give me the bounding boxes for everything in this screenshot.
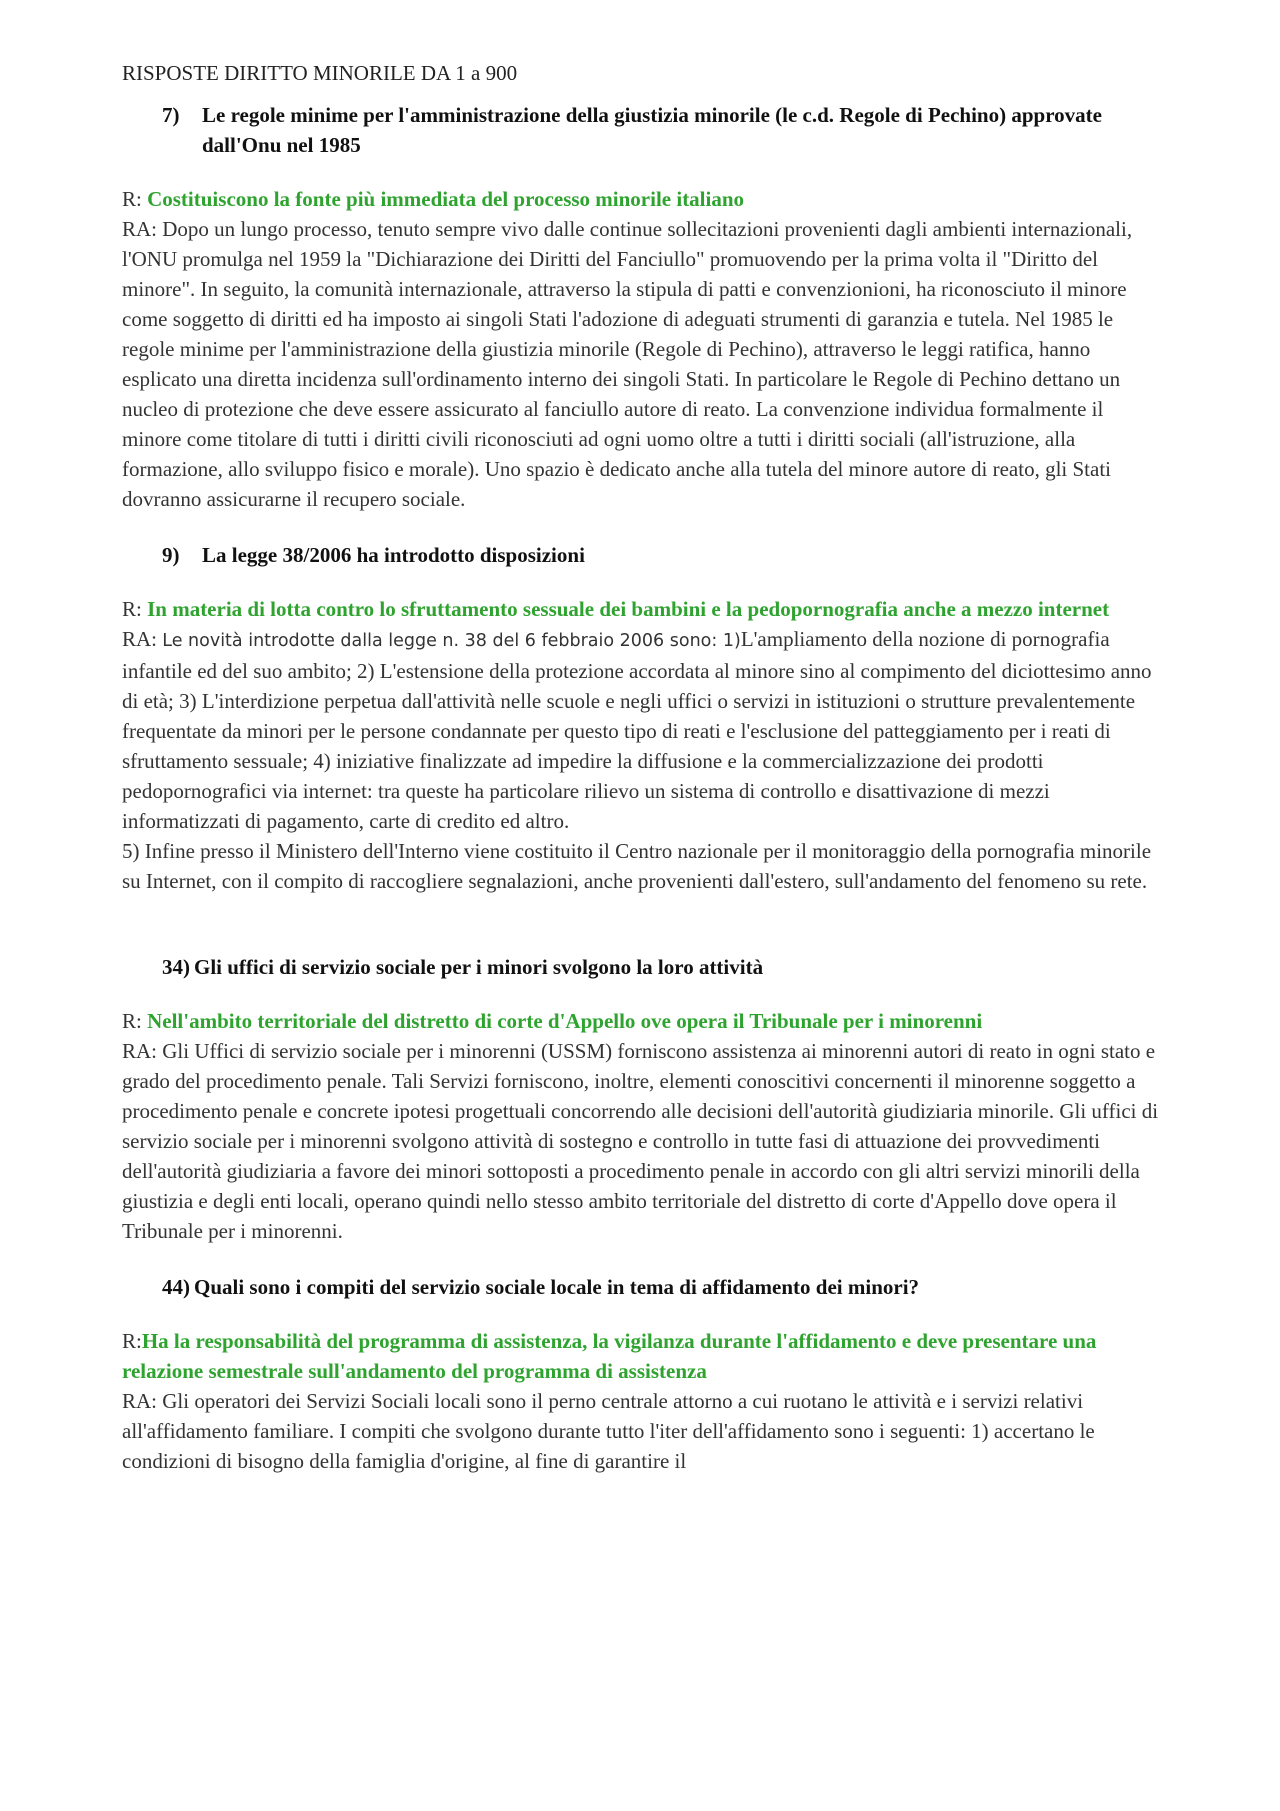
explanation-9 [122, 624, 1168, 836]
answer-text: Nell'ambito territoriale del distretto di corte d'Appello ove opera il Tribunale per i minorenni [147, 1009, 983, 1033]
explanation-prefix: RA: [122, 627, 163, 651]
qa-item-9 [122, 540, 1168, 896]
question-text: La legge 38/2006 ha introdotto disposizioni [202, 543, 585, 567]
answer-text: Ha la responsabilità del programma di assistenza, la vigilanza durante l'affidamento e deve presentare una relazione semestrale sull'andamento del programma di assistenza [122, 1329, 1097, 1383]
answer-prefix: R: [122, 187, 148, 211]
question-number: 9) [162, 543, 180, 567]
question-34 [122, 952, 1168, 982]
document-page [122, 58, 1168, 1476]
explanation-9-continued: 5) Infine presso il Ministero dell'Interno viene costituito il Centro nazionale per il monitoraggio della pornografia minorile su Internet, con il compito di raccogliere segnalazioni, anche provenienti dall'estero, sull'andamento del fenomeno su rete. [122, 839, 1152, 893]
explanation-44 [122, 1386, 1168, 1476]
question-text: Quali sono i compiti del servizio sociale locale in tema di affidamento dei minori? [194, 1275, 920, 1299]
answer-7 [122, 184, 1168, 214]
question-7 [122, 100, 1168, 160]
answer-text: In materia di lotta contro lo sfruttamento sessuale dei bambini e la pedopornografia anche a mezzo internet [147, 597, 1110, 621]
explanation-lead-text: Le novità introdotte dalla legge n. 38 del 6 febbraio 2006 sono: 1) [162, 631, 741, 651]
explanation-7 [122, 214, 1168, 514]
explanation-34 [122, 1036, 1168, 1246]
question-text: Le regole minime per l'amministrazione della giustizia minorile (le c.d. Regole di Pechino) approvate dall'Onu nel 1985 [202, 103, 1102, 157]
question-number: 44) [162, 1275, 190, 1299]
explanation-text: Gli operatori dei Servizi Sociali locali sono il perno centrale attorno a cui ruotano le attività e i servizi relativi all'affidamento familiare. I compiti che svolgono durante tutto l'iter dell'affidamento sono i seguenti: 1) accertano le condizioni di bisogno della famiglia d'origine, al fine di garantire il [122, 1389, 1095, 1473]
answer-9 [122, 594, 1168, 624]
answer-prefix: R: [122, 1009, 148, 1033]
explanation-text: L'ampliamento della nozione di pornografia infantile ed del suo ambito; 2) L'estensione della protezione accordata al minore sino al compimento del diciottesimo anno di età; 3) L'interdizione perpetua dall'attività nelle scuole e negli uffici o servizi in istituzioni o strutture prevalentemente frequentate da minori per le persone condannate per questo tipo di reati e l'esclusione del patteggiamento per i reati di sfruttamento sessuale; 4) iniziative finalizzate ad impedire la diffusione e la commercializzazione dei prodotti pedopornografici via internet: tra queste ha particolare rilievo un sistema di controllo e disattivazione di mezzi informatizzati di pagamento, carte di credito ed altro. [122, 627, 1152, 833]
explanation-prefix: RA: [122, 1389, 163, 1413]
answer-44 [122, 1326, 1168, 1386]
question-9 [122, 540, 1168, 570]
qa-item-7 [122, 100, 1168, 514]
question-number: 7) [162, 103, 180, 127]
explanation-text: Dopo un lungo processo, tenuto sempre vivo dalle continue sollecitazioni provenienti dagli ambienti internazionali, l'ONU promulga nel 1959 la "Dichiarazione dei Diritti del Fanciullo" promuovendo per la prima volta il "Diritto del minore". In seguito, la comunità internazionale, attraverso la stipula di patti e convenzionioni, ha riconosciuto il minore come soggetto di diritti ed ha imposto ai singoli Stati l'adozione di adeguati strumenti di garanzia e tutela. Nel 1985 le regole minime per l'amministrazione della giustizia minorile (Regole di Pechino), attraverso le leggi ratifica, hanno esplicato una diretta incidenza sull'ordinamento interno dei singoli Stati. In particolare le Regole di Pechino dettano un nucleo di protezione che deve essere assicurato al fanciullo autore di reato. La convenzione individua formalmente il minore come titolare di tutti i diritti civili riconosciuti ad ogni uomo oltre a tutti i diritti sociali (all'istruzione, alla formazione, allo sviluppo fisico e morale). Uno spazio è dedicato anche alla tutela del minore autore di reato, gli Stati dovranno assicurarne il recupero sociale. [122, 217, 1133, 511]
explanation-text: Gli Uffici di servizio sociale per i minorenni (USSM) forniscono assistenza ai minorenni autori di reato in ogni stato e grado del procedimento penale. Tali Servizi forniscono, inoltre, elementi conoscitivi concernenti il minorenne soggetto a procedimento penale e concrete ipotesi progettuali concorrendo alle decisioni dell'autorità giudiziaria minorile. Gli uffici di servizio sociale per i minorenni svolgono attività di sostegno e controllo in tutte fasi di attuazione dei provvedimenti dell'autorità giudiziaria a favore dei minori sottoposti a procedimento penale in accordo con gli altri servizi minorili della giustizia e degli enti locali, operano quindi nello stesso ambito territoriale del distretto di corte d'Appello dove opera il Tribunale per i minorenni. [122, 1039, 1159, 1243]
document-header: RISPOSTE DIRITTO MINORILE DA 1 a 900 [122, 61, 518, 85]
qa-item-34 [122, 952, 1168, 1246]
answer-prefix: R: [122, 597, 148, 621]
explanation-prefix: RA: [122, 1039, 163, 1063]
question-text: Gli uffici di servizio sociale per i minori svolgono la loro attività [194, 955, 764, 979]
question-44 [122, 1272, 1168, 1302]
question-number: 34) [162, 955, 190, 979]
explanation-prefix: RA: [122, 217, 163, 241]
qa-item-44 [122, 1272, 1168, 1476]
answer-prefix: R: [122, 1329, 142, 1353]
answer-text: Costituiscono la fonte più immediata del processo minorile italiano [147, 187, 745, 211]
answer-34 [122, 1006, 1168, 1036]
